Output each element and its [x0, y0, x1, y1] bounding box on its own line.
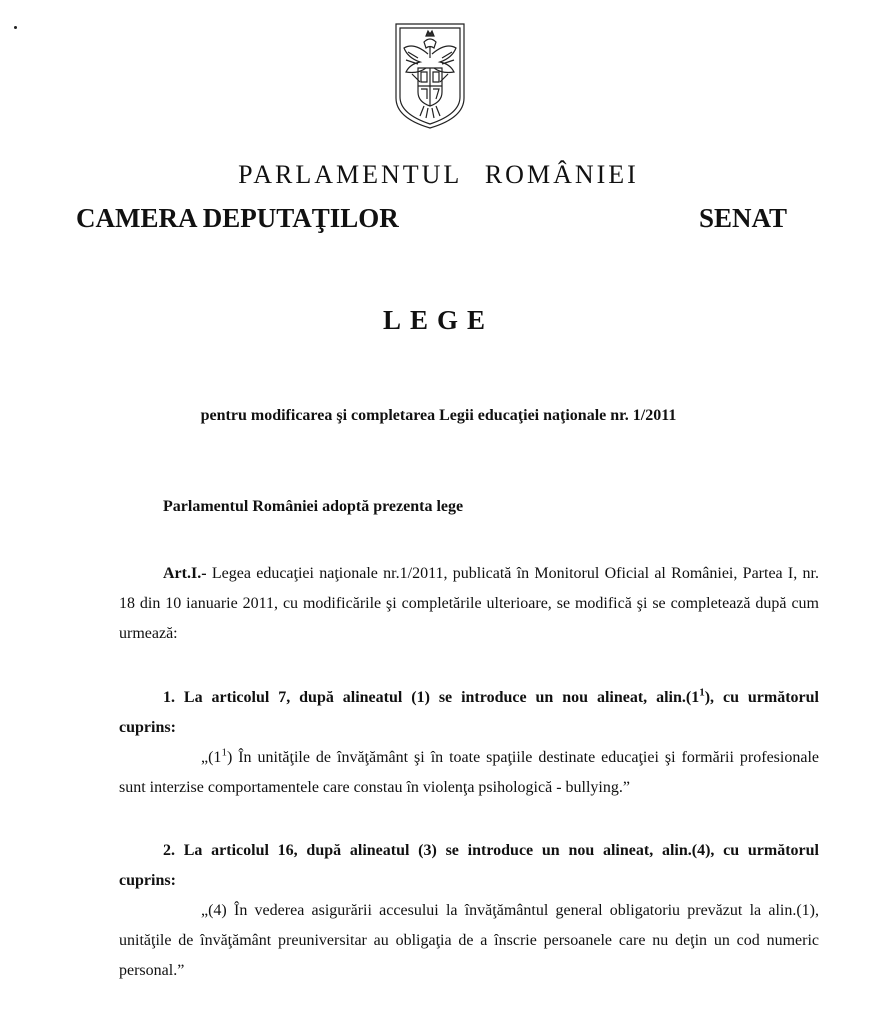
point-1-quote-start: „(1: [201, 749, 222, 766]
point-1-quote-text: ) În unităţile de învăţământ şi în toate spaţiile destinate educaţiei şi formării profesionale sunt interzise comportamentele care constau în violenţa psihologică - bullying.”: [119, 749, 819, 796]
point-2-quote: „(4) În vederea asigurării accesului la învăţământul general obligatoriu prevăzut la alin.(1), unităţile de învăţământ preuniversitar au obligaţia de a înscrie persoanele care nu deţin un cod numeric personal.”: [119, 902, 819, 979]
point-2-heading: 2. La articolul 16, după alineatul (3) se introduce un nou alineat, alin.(4), cu următorul cuprins:: [119, 842, 819, 889]
point-1-quote-sup: 1: [221, 746, 227, 759]
law-subtitle: pentru modificarea şi completarea Legii educaţiei naţionale nr. 1/2011: [200, 407, 677, 424]
point-1-heading: [119, 683, 819, 743]
scan-speck: [14, 26, 17, 29]
parliament-title: PARLAMENTUL ROMÂNIEI: [238, 160, 639, 189]
point-1-heading-text: 1. La articolul 7, după alineatul (1) se introduce un nou alineat, alin.(1: [163, 689, 700, 706]
article-text: Legea educaţiei naţionale nr.1/2011, publicată în Monitorul Oficial al României, Partea I, nr. 18 din 10 ianuarie 2011, cu modificările şi completările ulterioare, se modifică şi se completează după cum urmează:: [119, 565, 819, 642]
adoption-statement: Parlamentul României adoptă prezenta lege: [163, 498, 464, 515]
article-label: Art.I.-: [163, 565, 207, 582]
chamber-deputies-label: CAMERA DEPUTAŢILOR: [76, 203, 399, 233]
point-1-heading-tail: ), cu următorul cuprins:: [119, 689, 820, 736]
romanian-coat-of-arms-icon: [390, 18, 470, 130]
article-1-paragraph: [119, 559, 819, 649]
document-type-title: LEGE: [382, 305, 495, 335]
point-1-heading-sup: 1: [699, 686, 705, 699]
senate-label: SENAT: [698, 203, 787, 233]
point-1-quote: [119, 743, 819, 803]
